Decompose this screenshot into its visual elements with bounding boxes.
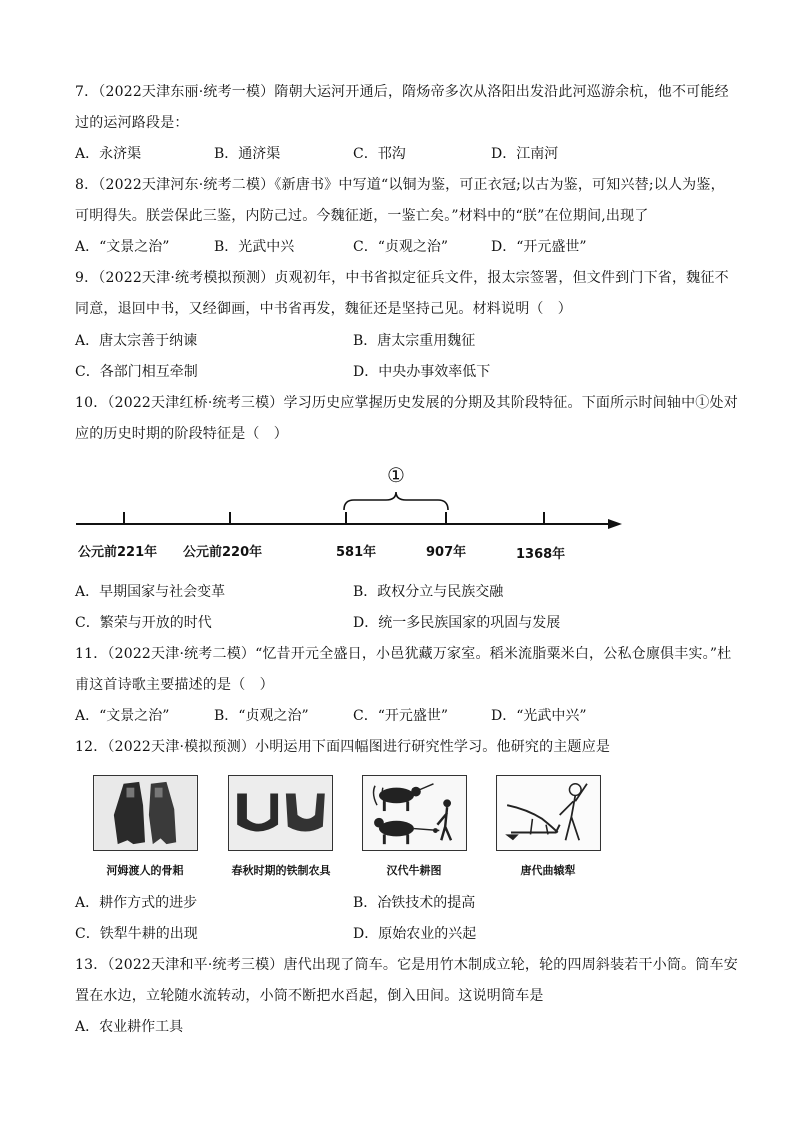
q9-stem-line2: 同意，退回中书，又经御画，中书省再发，魏征还是坚持己见。材料说明（ ） [75, 301, 572, 317]
caption-bone-spade: 河姆渡人的骨耜 [106, 864, 184, 877]
q13-stem-line2: 置在水边，立轮随水流转动，小筒不断把水舀起，倒入田间。这说明筒车是 [75, 988, 544, 1004]
q10-option-c: C．繁荣与开放的时代 [75, 615, 212, 631]
timeline-figure [70, 456, 640, 576]
q11-stem-line2: 甫这首诗歌主要描述的是（ ） [75, 677, 274, 693]
q12-option-b: B．冶铁技术的提高 [353, 895, 476, 911]
q8-option-d: D．“开元盛世” [491, 239, 587, 255]
q8-option-a: A．“文景之治” [75, 239, 170, 255]
iron-tools-image [228, 775, 333, 851]
q9-option-c: C．各部门相互牵制 [75, 364, 198, 380]
q8-stem-line1: 8．（2022天津河东·统考二模）《新唐书》中写道“以铜为鉴，可正衣冠;以古为鉴，可知兴替;以人为鉴， [75, 177, 725, 193]
caption-tang-curved-plow: 唐代曲辕犁 [520, 864, 576, 877]
timeline-label-220bc: 公元前220年 [183, 545, 263, 560]
q8-stem-line2: 可明得失。朕尝保此三鉴，内防己过。今魏征逝，一鉴亡矣。”材料中的“朕”在位期间,出现了 [75, 208, 649, 224]
q13-option-a: A．农业耕作工具 [75, 1019, 184, 1035]
q9-option-d: D．中央办事效率低下 [353, 364, 491, 380]
q12-option-c: C．铁犁牛耕的出现 [75, 926, 198, 942]
timeline-label-221bc: 公元前221年 [78, 545, 158, 560]
q12-option-a: A．耕作方式的进步 [75, 895, 198, 911]
timeline-label-907: 907年 [426, 545, 467, 560]
q7-stem-line1: 7．（2022天津东丽·统考一模）隋朝大运河开通后，隋炀帝多次从洛阳出发沿此河巡游余杭，他不可能经 [75, 84, 729, 100]
han-ox-plowing-image [362, 775, 467, 851]
q9-option-b: B．唐太宗重用魏征 [353, 333, 476, 349]
q7-stem-line2: 过的运河路段是： [75, 115, 189, 131]
q10-option-b: B．政权分立与民族交融 [353, 584, 504, 600]
q10-option-d: D．统一多民族国家的巩固与发展 [353, 615, 561, 631]
timeline-brace [344, 492, 448, 510]
q9-stem-line1: 9．（2022天津·统考模拟预测）贞观初年，中书省拟定征兵文件，报太宗签署，但文件到门下省，魏征不 [75, 270, 729, 286]
timeline-arrowhead [608, 519, 622, 529]
q10-option-a: A．早期国家与社会变革 [75, 584, 226, 600]
timeline-label-581: 581年 [336, 545, 377, 560]
tang-curved-plow-image [496, 775, 601, 851]
q7-option-b: B．通济渠 [214, 146, 281, 162]
q7-option-a: A．永济渠 [75, 146, 142, 162]
q12-stem-line1: 12．（2022天津·模拟预测）小明运用下面四幅图进行研究性学习。他研究的主题应是 [75, 739, 611, 755]
q13-stem-line1: 13．（2022天津和平·统考三模）唐代出现了筒车。它是用竹木制成立轮，轮的四周斜装若干小筒。筒车安 [75, 957, 738, 973]
q11-stem-line1: 11．（2022天津·统考二模）“忆昔开元全盛日，小邑犹藏万家室。稻米流脂粟米白，公私仓廪俱丰实。”杜 [75, 646, 732, 662]
q7-option-d: D．江南河 [491, 146, 559, 162]
bone-spade-image [93, 775, 198, 851]
q12-option-d: D．原始农业的兴起 [353, 926, 477, 942]
q11-option-a: A．“文景之治” [75, 708, 170, 724]
q11-option-b: B．“贞观之治” [214, 708, 309, 724]
q10-stem-line2: 应的历史时期的阶段特征是（ ） [75, 426, 288, 442]
q9-option-a: A．唐太宗善于纳谏 [75, 333, 198, 349]
timeline-marker: ① [387, 463, 405, 487]
q10-stem-line1: 10．（2022天津红桥·统考三模）学习历史应掌握历史发展的分期及其阶段特征。下面所示时间轴中①处对 [75, 395, 738, 411]
caption-iron-tools: 春秋时期的铁制农具 [231, 864, 331, 877]
q8-option-c: C．“贞观之治” [353, 239, 449, 255]
q11-option-d: D．“光武中兴” [491, 708, 587, 724]
timeline-label-1368: 1368年 [516, 547, 566, 562]
q8-option-b: B．光武中兴 [214, 239, 295, 255]
q11-option-c: C．“开元盛世” [353, 708, 449, 724]
caption-han-ox-plowing: 汉代牛耕图 [386, 864, 442, 877]
q7-option-c: C．邗沟 [353, 146, 406, 162]
